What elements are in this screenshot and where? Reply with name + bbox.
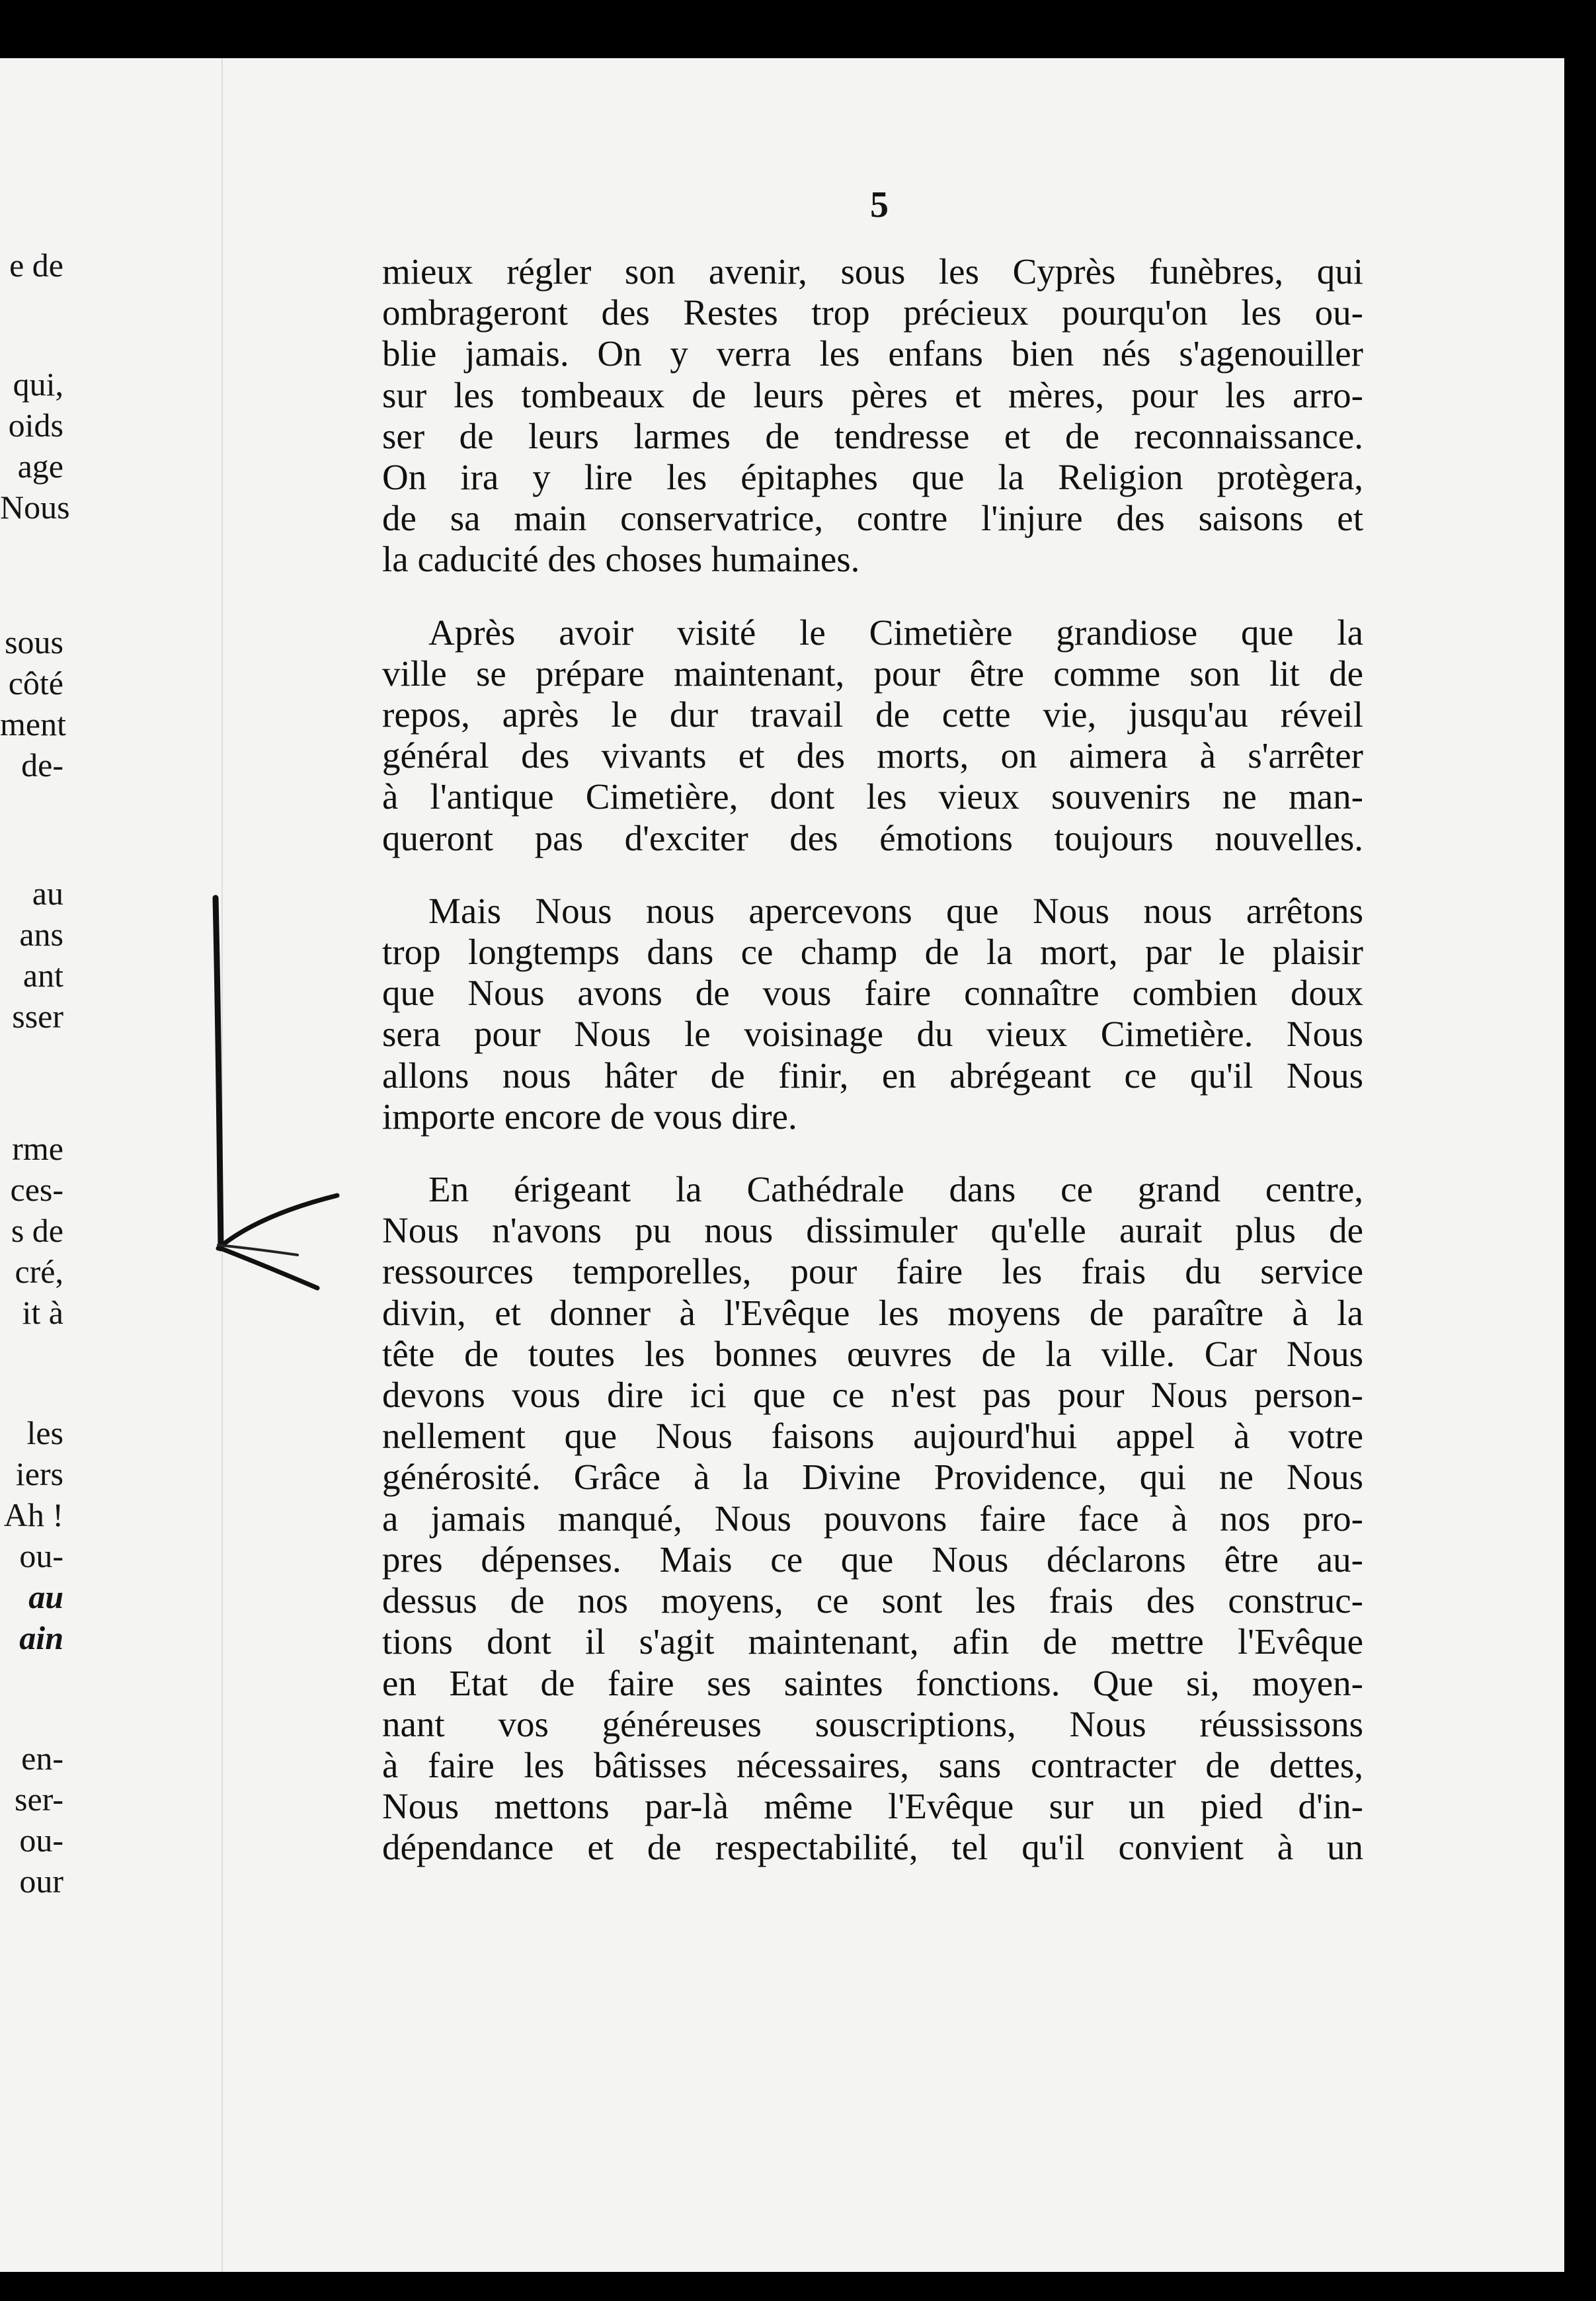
left-fragment: les bbox=[26, 1414, 63, 1451]
left-fragment: sous bbox=[5, 624, 63, 661]
left-fragment: au bbox=[28, 1578, 63, 1615]
paragraph bbox=[382, 251, 1363, 581]
text-line: a jamais manqué, Nous pouvons faire face à nos pro- bbox=[382, 1498, 1363, 1539]
text-line: trop longtemps dans ce champ de la mort, par le plaisir bbox=[382, 932, 1363, 973]
left-fragment: e de bbox=[9, 247, 63, 284]
text-line: à l'antique Cimetière, dont les vieux souvenirs ne man- bbox=[382, 776, 1363, 817]
handwritten-margin-mark bbox=[198, 878, 350, 1301]
text-line: tête de toutes les bonnes œuvres de la ville. Car Nous bbox=[382, 1333, 1363, 1374]
text-line: Mais Nous nous apercevons que Nous nous arrêtons bbox=[428, 890, 1363, 931]
text-line: tions dont il s'agit maintenant, afin de mettre l'Evêque bbox=[382, 1621, 1363, 1662]
paragraph bbox=[382, 891, 1363, 1137]
text-line: la caducité des choses humaines. bbox=[382, 539, 860, 580]
text-line: nellement que Nous faisons aujourd'hui appel à votre bbox=[382, 1416, 1363, 1457]
text-line: sera pour Nous le voisinage du vieux Cimetière. Nous bbox=[382, 1014, 1363, 1055]
text-line: blie jamais. On y verra les enfans bien nés s'agenouiller bbox=[382, 333, 1363, 374]
text-line: importe encore de vous dire. bbox=[382, 1096, 797, 1137]
text-line: sur les tombeaux de leurs pères et mères, pour les arro- bbox=[382, 374, 1363, 415]
page-number: 5 bbox=[870, 184, 889, 225]
left-fragment: en- bbox=[21, 1740, 63, 1777]
text-line: que Nous avons de vous faire connaître combien doux bbox=[382, 973, 1363, 1014]
left-page-fragments bbox=[0, 58, 218, 2272]
left-fragment: sser bbox=[12, 998, 63, 1035]
text-line: ressources temporelles, pour faire les frais du service bbox=[382, 1251, 1363, 1292]
text-line: allons nous hâter de finir, en abrégeant ce qu'il Nous bbox=[382, 1055, 1363, 1096]
text-line: général des vivants et des morts, on aimera à s'arrêter bbox=[382, 735, 1363, 776]
left-fragment: age bbox=[17, 448, 63, 485]
text-line: ombrageront des Restes trop précieux pourqu'on les ou- bbox=[382, 292, 1363, 333]
text-line: Nous n'avons pu nous dissimuler qu'elle aurait plus de bbox=[382, 1210, 1363, 1251]
text-line: en Etat de faire ses saintes fonctions. Que si, moyen- bbox=[382, 1662, 1363, 1703]
left-fragment: ser- bbox=[15, 1781, 63, 1818]
text-line: En érigeant la Cathédrale dans ce grand centre, bbox=[428, 1169, 1363, 1210]
left-fragment: ou- bbox=[19, 1822, 63, 1859]
text-line: divin, et donner à l'Evêque les moyens de paraître à la bbox=[382, 1292, 1363, 1333]
left-fragment: rme bbox=[12, 1130, 63, 1167]
text-line: On ira y lire les épitaphes que la Religion protègera, bbox=[382, 457, 1363, 498]
text-line: mieux régler son avenir, sous les Cyprès funèbres, qui bbox=[382, 251, 1363, 292]
left-fragment: au bbox=[32, 875, 63, 912]
left-fragment: ces- bbox=[10, 1171, 63, 1208]
left-fragment: it à bbox=[22, 1294, 63, 1331]
text-line: de sa main conservatrice, contre l'injure des saisons et bbox=[382, 498, 1363, 539]
left-fragment: s de bbox=[11, 1212, 63, 1249]
text-line: queront pas d'exciter des émotions toujours nouvelles. bbox=[382, 817, 1363, 858]
text-line: ser de leurs larmes de tendresse et de reconnaissance. bbox=[382, 415, 1363, 456]
paragraph bbox=[382, 612, 1363, 859]
left-fragment: oids bbox=[8, 407, 63, 444]
left-fragment: our bbox=[19, 1863, 63, 1900]
left-fragment: ans bbox=[19, 916, 63, 953]
text-line: à faire les bâtisses nécessaires, sans contracter de dettes, bbox=[382, 1744, 1363, 1785]
left-fragment: de- bbox=[21, 747, 63, 784]
left-fragment: cré, bbox=[15, 1253, 63, 1290]
left-fragment: côté bbox=[8, 665, 63, 702]
left-fragment: ou- bbox=[19, 1537, 63, 1574]
text-line: ville se prépare maintenant, pour être comme son lit de bbox=[382, 653, 1363, 694]
left-fragment: ant bbox=[22, 957, 63, 994]
scanned-page bbox=[0, 58, 1564, 2272]
left-fragment: ain bbox=[19, 1619, 63, 1656]
text-line: repos, après le dur travail de cette vie, jusqu'au réveil bbox=[382, 694, 1363, 735]
text-line: pres dépenses. Mais ce que Nous déclarons être au- bbox=[382, 1539, 1363, 1580]
paragraph bbox=[382, 1169, 1363, 1868]
text-line: dessus de nos moyens, ce sont les frais des construc- bbox=[382, 1580, 1363, 1621]
text-line: Nous mettons par-là même l'Evêque sur un pied d'in- bbox=[382, 1786, 1363, 1827]
body-text bbox=[382, 251, 1363, 1869]
left-fragment: qui, bbox=[13, 366, 63, 403]
text-line: devons vous dire ici que ce n'est pas pour Nous person- bbox=[382, 1375, 1363, 1416]
text-line: nant vos généreuses souscriptions, Nous réussissons bbox=[382, 1703, 1363, 1744]
left-fragment: iers bbox=[15, 1455, 63, 1492]
text-line: générosité. Grâce à la Divine Providence, qui ne Nous bbox=[382, 1457, 1363, 1498]
left-fragment: Ah ! bbox=[3, 1496, 63, 1533]
text-line: dépendance et de respectabilité, tel qu'il convient à un bbox=[382, 1827, 1363, 1868]
left-fragment: Nous bbox=[0, 489, 70, 526]
left-fragment: ment bbox=[0, 706, 66, 743]
text-line: Après avoir visité le Cimetière grandiose que la bbox=[428, 612, 1363, 653]
